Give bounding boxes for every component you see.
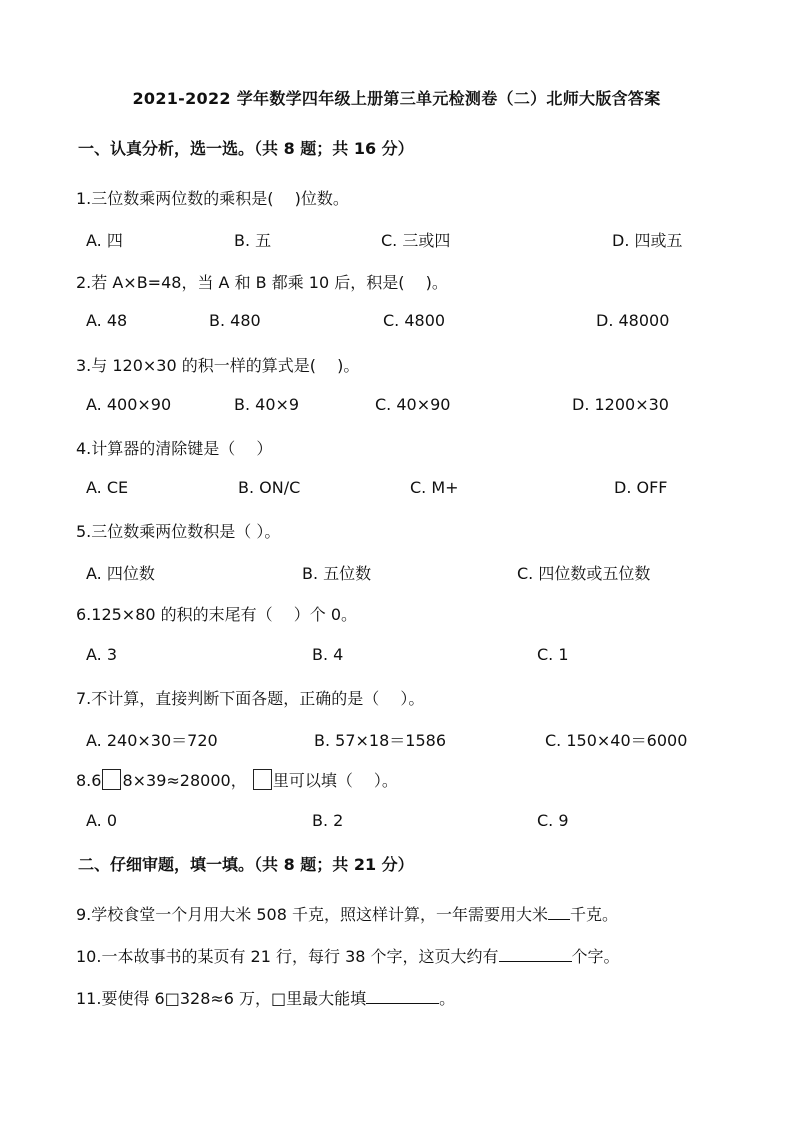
option-c: C. M+: [410, 478, 459, 497]
question-10-text: 10.一本故事书的某页有 21 行，每行 38 个字，这页大约有: [76, 947, 499, 966]
page-title: 2021-2022 学年数学四年级上册第三单元检测卷（二）北师大版含答案: [132, 89, 661, 108]
question-4: 4.计算器的清除键是（ ）: [76, 439, 273, 458]
question-2-options: [0, 311, 793, 333]
question-9: [76, 902, 618, 925]
option-b: B. 五位数: [302, 564, 372, 583]
question-11: [76, 986, 455, 1009]
question-9-text: 9.学校食堂一个月用大米 508 千克，照这样计算，一年需要用大米: [76, 905, 548, 924]
option-a: A. 四位数: [86, 564, 155, 583]
option-a: A. 3: [86, 645, 118, 664]
question-6: 6.125×80 的积的末尾有（ ）个 0。: [76, 605, 358, 624]
option-c: C. 4800: [383, 311, 446, 330]
answer-box: [102, 769, 121, 790]
option-b: B. 480: [209, 311, 261, 330]
option-b: B. ON/C: [238, 478, 301, 497]
question-5: 5.三位数乘两位数积是（ ）。: [76, 522, 281, 541]
question-8-part-3: 里可以填（ ）。: [272, 771, 398, 790]
option-c: C. 150×40＝6000: [545, 731, 688, 750]
question-3-options: [0, 395, 793, 417]
option-c: C. 9: [537, 811, 569, 830]
question-3: 3.与 120×30 的积一样的算式是( )。: [76, 356, 360, 375]
option-a: A. 四: [86, 231, 123, 250]
question-1: 1.三位数乘两位数的乘积是( )位数。: [76, 189, 349, 208]
option-c: C. 四位数或五位数: [517, 564, 651, 583]
option-c: C. 1: [537, 645, 569, 664]
question-8: [76, 768, 398, 791]
question-11-text: 11.要使得 6□328≈6 万，□里最大能填: [76, 989, 367, 1008]
section-1-heading: 一、认真分析，选一选。（共 8 题；共 16 分）: [78, 139, 414, 158]
option-b: B. 五: [234, 231, 272, 250]
question-7-options: [0, 728, 793, 750]
option-c: C. 40×90: [375, 395, 451, 414]
option-d: D. 1200×30: [572, 395, 669, 414]
option-b: B. 2: [312, 811, 344, 830]
answer-blank[interactable]: [366, 989, 439, 1004]
option-b: B. 4: [312, 645, 344, 664]
option-a: A. 400×90: [86, 395, 172, 414]
option-b: B. 57×18＝1586: [314, 731, 446, 750]
answer-blank[interactable]: [548, 905, 570, 920]
option-a: A. CE: [86, 478, 129, 497]
option-b: B. 40×9: [234, 395, 300, 414]
question-1-options: [0, 228, 793, 250]
question-4-options: [0, 478, 793, 500]
option-d: D. 四或五: [612, 231, 683, 250]
question-8-part-1: 8.6: [76, 771, 102, 790]
question-8-part-2: 8×39≈28000，: [122, 771, 247, 790]
question-2: 2.若 A×B=48，当 A 和 B 都乘 10 后，积是( )。: [76, 273, 448, 292]
option-a: A. 240×30＝720: [86, 731, 218, 750]
question-10: [76, 944, 620, 967]
question-6-options: [0, 645, 793, 667]
option-d: D. 48000: [596, 311, 670, 330]
answer-blank[interactable]: [499, 947, 572, 962]
answer-box: [253, 769, 272, 790]
question-5-options: [0, 561, 793, 583]
question-8-options: [0, 811, 793, 833]
question-11-end: 。: [439, 989, 456, 1008]
option-c: C. 三或四: [381, 231, 451, 250]
option-d: D. OFF: [614, 478, 668, 497]
section-2-heading: 二、仔细审题，填一填。（共 8 题；共 21 分）: [78, 855, 414, 874]
option-a: A. 48: [86, 311, 128, 330]
question-10-unit: 个字。: [571, 947, 620, 966]
question-7: 7.不计算，直接判断下面各题，正确的是（ ）。: [76, 689, 425, 708]
option-a: A. 0: [86, 811, 118, 830]
question-9-unit: 千克。: [569, 905, 618, 924]
